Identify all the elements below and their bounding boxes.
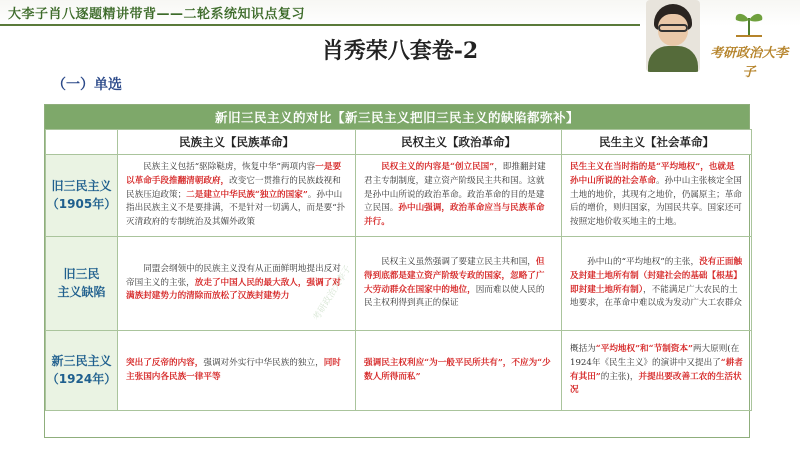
highlighted-text: 没有正面触及封建土地所有制（封建社会的基础【根基】即封建土地所有制） [570,257,743,295]
logo-text: 考研政治大李子 [709,46,788,80]
body-text: 概括为 [570,344,596,354]
header-divider [0,24,640,26]
highlighted-text: 民生主义在当时指的是“平均地权”，也就是孙中山所说的社会革命 [570,162,735,186]
body-text: 改变它一贯推行的民族歧视和民族压迫政策； [126,175,341,200]
body-text: 孙中山的“平均地权”的主张， [587,257,700,267]
civil-cell [356,331,562,411]
highlighted-text: “平均地权”和“节制资本” [595,344,693,354]
body-text: 同盟会纲领中的民族主义没有从正面鲜明地提出反对帝国主义的主张， [126,263,341,288]
highlighted-text: 并提出要改善工农的生活状况 [570,371,742,396]
course-title: 大李子肖八逐题精讲带背——二轮系统知识点复习 [8,7,306,22]
body-text: 强调对外实行中华民族的独立， [203,357,324,368]
row-label-line: （1905年） [46,196,117,211]
body-text: ，不能满足广大农民的土地要求，在革命中难以成为发动广大工农群众 [570,284,742,309]
column-header-empty [46,130,118,155]
highlighted-text: 一是要以革命手段推翻清朝政府， [126,162,342,186]
highlighted-text: 放走了中国人民的最大敌人，强调了对满族封建势力的清除而放松了汉族封建势力 [126,277,341,302]
row-label-line: 旧三民 [63,267,100,282]
row-label [46,237,118,331]
row-label-line: 新三民主义 [51,354,112,369]
livelihood-cell [562,155,752,237]
page-title: 肖秀荣八套卷-2 [321,38,479,64]
column-header-livelihood: 民生主义【社会革命】 [562,130,752,155]
body-text: 的主张)， [600,371,639,382]
body-text: 两大原则(在1924年《民生主义》的演讲中又提出了 [570,344,740,368]
livelihood-cell [562,331,752,411]
section-heading: （一）单选 [52,77,122,93]
nationalism-cell [118,155,356,237]
row-label [46,155,118,237]
highlighted-text: 民权主义的内容是“创立民国” [381,162,495,173]
highlighted-text: “耕者有其田” [570,357,743,382]
body-text: 因而难以使人民的民主权利得到真正的保证 [364,284,545,309]
livelihood-cell [562,237,752,331]
body-text: 。孙中山指出民族主义不是要排满，不是针对一切满人，而是要“扑灭清政府的专制统治及其媚外政策 [126,189,346,228]
body-text: ，即推翻封建君主专制制度，建立资产阶级民主共和国。这就是孙中山所说的政治革命。政治革命的目的是建立民国。 [364,162,546,214]
row-label-line: 主义缺陷 [57,284,106,299]
highlighted-text: 突出了反帝的内容， [126,357,204,368]
comparison-table [44,104,750,438]
body-text: 民权主义虽然强调了要建立民主共和国， [381,257,536,267]
table-row [46,331,752,411]
body-text: 。孙中山主张核定全国土地的地价，其现有之地价，仍属原主；革命后的增价，则归国家，为国民共享。国家还可按照定地价收买地主的土地。 [570,175,742,228]
row-label-line: （1924年） [46,371,117,386]
highlighted-text: 同时主张国内各民族一律平等 [126,357,341,382]
nationalism-cell [118,331,356,411]
highlighted-text: 二是建立中华民族“独立的国家” [186,189,308,200]
comparison-grid [45,129,752,411]
watermark: 考研政治大李子 [311,263,354,323]
row-label-line: 旧三民主义 [51,179,112,194]
highlighted-text: 但得到底都是建立资产阶级专政的国家，忽略了广大劳动群众在国家中的地位， [364,257,545,295]
row-label [46,331,118,411]
column-header-civil-rights: 民权主义【政治革命】 [356,130,562,155]
highlighted-text: 孙中山强调，政治革命应当与民族革命并行。 [364,203,545,228]
table-row [46,237,752,331]
column-header-nationalism: 民族主义【民族革命】 [118,130,356,155]
civil-cell [356,237,562,331]
civil-cell [356,155,562,237]
table-row [46,155,752,237]
column-header-row [46,130,752,155]
body-text: 民族主义包括“驱除鞑虏，恢复中华”两项内容 [143,162,316,173]
table-banner: 新旧三民主义的对比【新三民主义把旧三民主义的缺陷都弥补】 [45,105,749,129]
highlighted-text: 强调民主权利应“为一般平民所共有”，不应为“少数人所得而私” [364,357,551,382]
